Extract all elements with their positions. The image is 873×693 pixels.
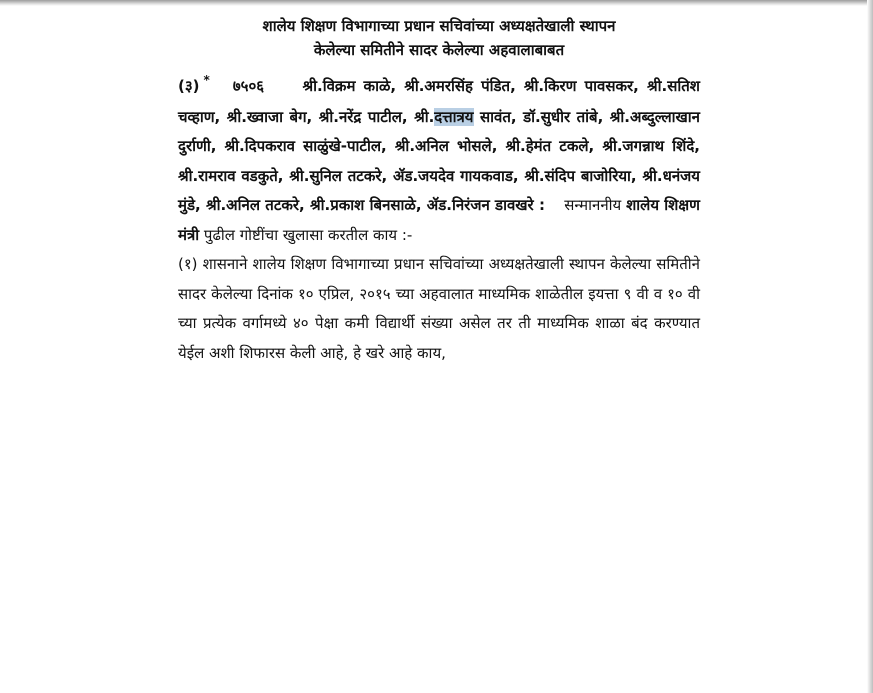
title-line-2: केलेल्या समितीने सादर केलेल्या अहवालाबाबत <box>313 41 565 59</box>
members-list-part-1: श्री.विक्रम काळे, श्री.अमरसिंह पंडित, श्री.किरण पावसकर, श्री.सतिश चव्हाण, श्री.ख्वाजा बेग, श्री.नरेंद्र पाटील, श्री. <box>178 77 701 126</box>
members-list-part-2: सावंत, डॉ.सुधीर तांबे, श्री.अब्दुल्लाखान दुर्राणी, श्री.दिपकराव साळुंखे-पाटील, श्री.अनिल भोसले, श्री.हेमंत टकले, श्री.जगन्नाथ शिंदे, श्री.रामराव वडकुते, श्री.सुनिल तटकरे, ॲड.जयदेव गायकवाड, श्री.संदिप बाजोरिया, श्री.धनंजय मुंडे, श्री.अनिल तटकरे, श्री.प्रकाश बिनसाळे, ॲड.निरंजन डावखरे : <box>178 107 701 214</box>
question-number: (३) <box>178 77 200 95</box>
question-id: ७५०६ <box>232 77 265 95</box>
document-page <box>178 14 700 368</box>
window-right-edge <box>867 0 873 693</box>
question-paragraph <box>178 72 700 250</box>
subquestion-1: (१) शासनाने शालेय शिक्षण विभागाच्या प्रधान सचिवांच्या अध्यक्षतेखाली स्थापन केलेल्या समितीने सादर केलेल्या दिनांक १० एप्रिल, २०१५ च्या अहवालात माध्यमिक शाळेतील इयत्ता ९ वी व १० वी च्या प्रत्येक वर्गामध्ये ४० पेक्षा कमी विद्यार्थी संख्या असेल तर ती माध्यमिक शाळा बंद करण्यात येईल अशी शिफारस केली आहे, हे खरे आहे काय, <box>178 255 700 362</box>
starred-marker: * <box>203 73 210 87</box>
minister-title: शालेय शिक्षण मंत्री <box>178 196 700 244</box>
intro-suffix: पुढील गोष्टींचा खुलासा करतील काय :- <box>203 225 413 244</box>
intro-prefix: सन्माननीय <box>564 196 622 214</box>
selected-text-highlight[interactable]: दत्तात्रय <box>434 107 474 126</box>
title-line-1: शालेय शिक्षण विभागाच्या प्रधान सचिवांच्या अध्यक्षतेखाली स्थापन <box>262 17 616 35</box>
window-top-edge <box>0 0 873 6</box>
